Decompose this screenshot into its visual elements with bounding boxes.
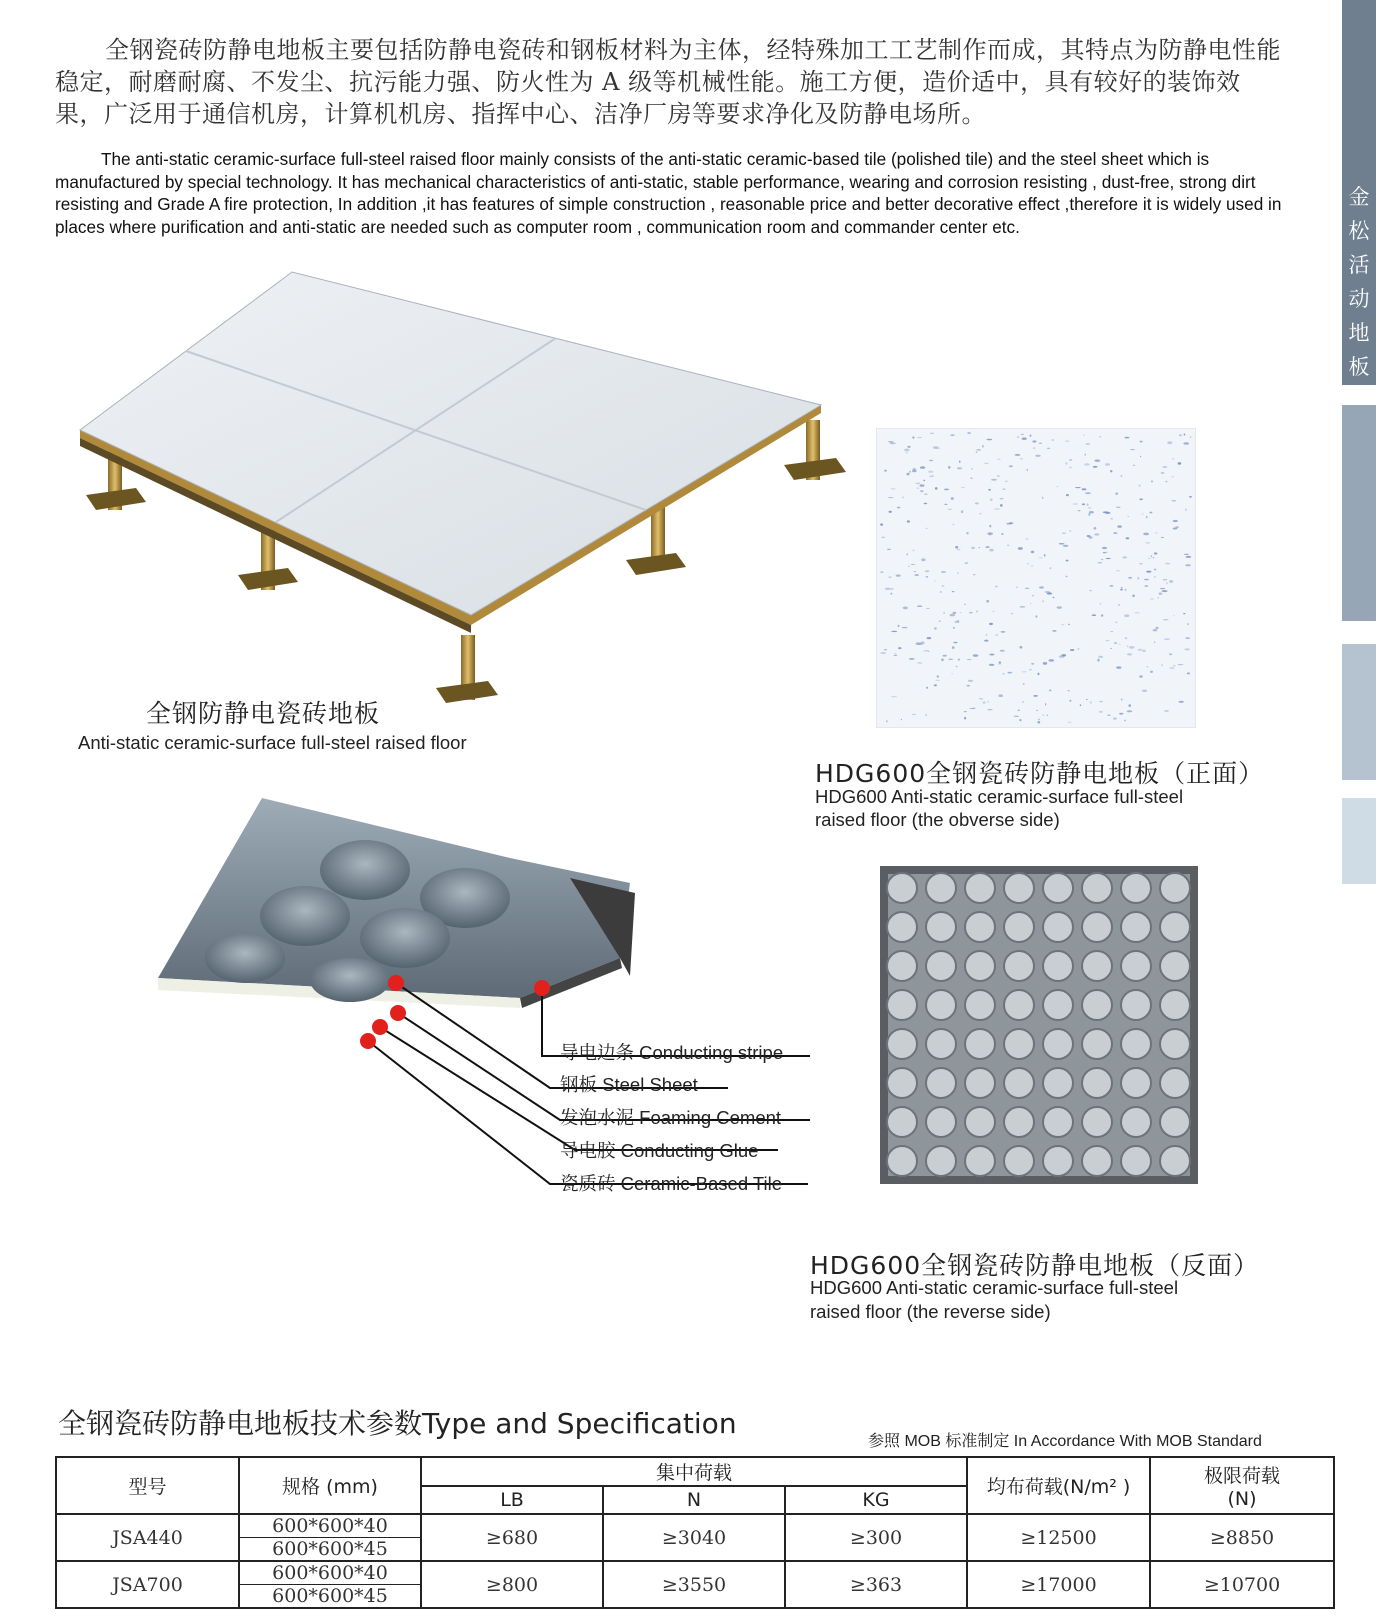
layer-label-ceramic-tile: 瓷质砖 Ceramic-Based Tile [560, 1173, 783, 1194]
table-row [56, 1561, 1334, 1608]
marker-conducting-glue [372, 1019, 388, 1035]
cell-size-45: 600*600*45 [272, 1585, 388, 1607]
side-tab-label: 金松活动地板 [1348, 185, 1370, 379]
tile-reverse-image [880, 866, 1198, 1184]
layer-label-foaming-cement: 发泡水泥 Foaming Cement [560, 1107, 782, 1128]
intro-english: The anti-static ceramic-surface full-steel raised floor mainly consists of the anti-static ceramic-based tile (polished tile) and the steel sheet which is manufactured by special technology. It has mechanical characteristics of anti-static, stable performance, wearing and corrosion resisting , dust-free, strong dirt resisting and Grade A fire protection, In addition ,it has features of simple construction , reasonable price and better decorative effect ,therefore it is widely used in places where purification and anti-static are needed such as computer room , communication room and commander center etc. [55, 149, 1282, 237]
cell-n: ≥3040 [603, 1514, 785, 1561]
header-concentrated-load: 集中荷载 [421, 1457, 967, 1486]
obverse-caption-cn: HDG600全钢瓷砖防静电地板（正面） [815, 759, 1265, 788]
side-tab-bar-4 [1342, 798, 1376, 884]
marker-conducting-stripe [534, 980, 550, 996]
layer-label-conducting-stripe: 导电边条 Conducting stripe [560, 1042, 784, 1063]
reverse-caption-en-2: raised floor (the reverse side) [810, 1301, 1051, 1322]
header-model: 型号 [56, 1457, 239, 1514]
reverse-caption-cn: HDG600全钢瓷砖防静电地板（反面） [810, 1251, 1260, 1280]
side-tab-bar-3 [1342, 644, 1376, 780]
cell-size [239, 1561, 421, 1608]
cell-n: ≥3550 [603, 1561, 785, 1608]
cell-size [239, 1514, 421, 1561]
header-ultimate-line1: 极限荷载 [1204, 1465, 1281, 1487]
cell-ultimate: ≥10700 [1150, 1561, 1334, 1608]
cell-model: JSA700 [56, 1561, 239, 1608]
header-size: 规格 (mm) [239, 1457, 421, 1514]
layer-label-conducting-glue: 导电胶 Conducting Glue [560, 1140, 759, 1161]
cell-kg: ≥363 [785, 1561, 967, 1608]
obverse-caption-en-2: raised floor (the obverse side) [815, 809, 1060, 830]
cell-ultimate: ≥8850 [1150, 1514, 1334, 1561]
layer-label-steel-sheet: 钢板 Steel Sheet [560, 1074, 698, 1095]
cell-lb: ≥800 [421, 1561, 603, 1608]
cell-size-45: 600*600*45 [272, 1538, 388, 1560]
cell-uniform: ≥12500 [967, 1514, 1150, 1561]
header-ultimate-load [1150, 1457, 1334, 1514]
assembly-caption-cn: 全钢防静电瓷砖地板 [146, 699, 381, 728]
header-n: N [603, 1486, 785, 1514]
header-lb: LB [421, 1486, 603, 1514]
header-ultimate-line2: (N) [1227, 1488, 1257, 1510]
header-kg: KG [785, 1486, 967, 1514]
spec-note: 参照 MOB 标准制定 In Accordance With MOB Standard [868, 1433, 1262, 1450]
cell-size-40: 600*600*40 [240, 1562, 420, 1585]
header-uniform-load: 均布荷载(N/m² ) [967, 1457, 1150, 1514]
marker-steel-sheet [388, 975, 404, 991]
cell-lb: ≥680 [421, 1514, 603, 1561]
cell-uniform: ≥17000 [967, 1561, 1150, 1608]
spec-title: 全钢瓷砖防静电地板技术参数Type and Specification [58, 1407, 737, 1440]
cell-size-40: 600*600*40 [240, 1515, 420, 1538]
assembly-caption-en: Anti-static ceramic-surface full-steel raised floor [78, 732, 467, 753]
obverse-caption-en-1: HDG600 Anti-static ceramic-surface full-steel [815, 786, 1184, 807]
side-tab-bar-2 [1342, 405, 1376, 621]
reverse-caption-en-1: HDG600 Anti-static ceramic-surface full-steel [810, 1277, 1179, 1298]
spec-table [55, 1456, 1335, 1609]
table-row [56, 1514, 1334, 1561]
marker-foaming-cement [390, 1005, 406, 1021]
cell-kg: ≥300 [785, 1514, 967, 1561]
tile-obverse-image [876, 428, 1196, 728]
marker-ceramic-tile [360, 1033, 376, 1049]
raised-floor-assembly-image [76, 270, 856, 740]
cell-model: JSA440 [56, 1514, 239, 1561]
intro-chinese: 全钢瓷砖防静电地板主要包括防静电瓷砖和钢板材料为主体，经特殊加工工艺制作而成，其特点为防静电性能稳定，耐磨耐腐、不发尘、抗污能力强、防火性为 A 级等机械性能。施工方便，造价适中，具有较好的装饰效果，广泛用于通信机房，计算机机房、指挥中心、洁净厂房等要求净化及防静电场所。 [55, 36, 1281, 128]
